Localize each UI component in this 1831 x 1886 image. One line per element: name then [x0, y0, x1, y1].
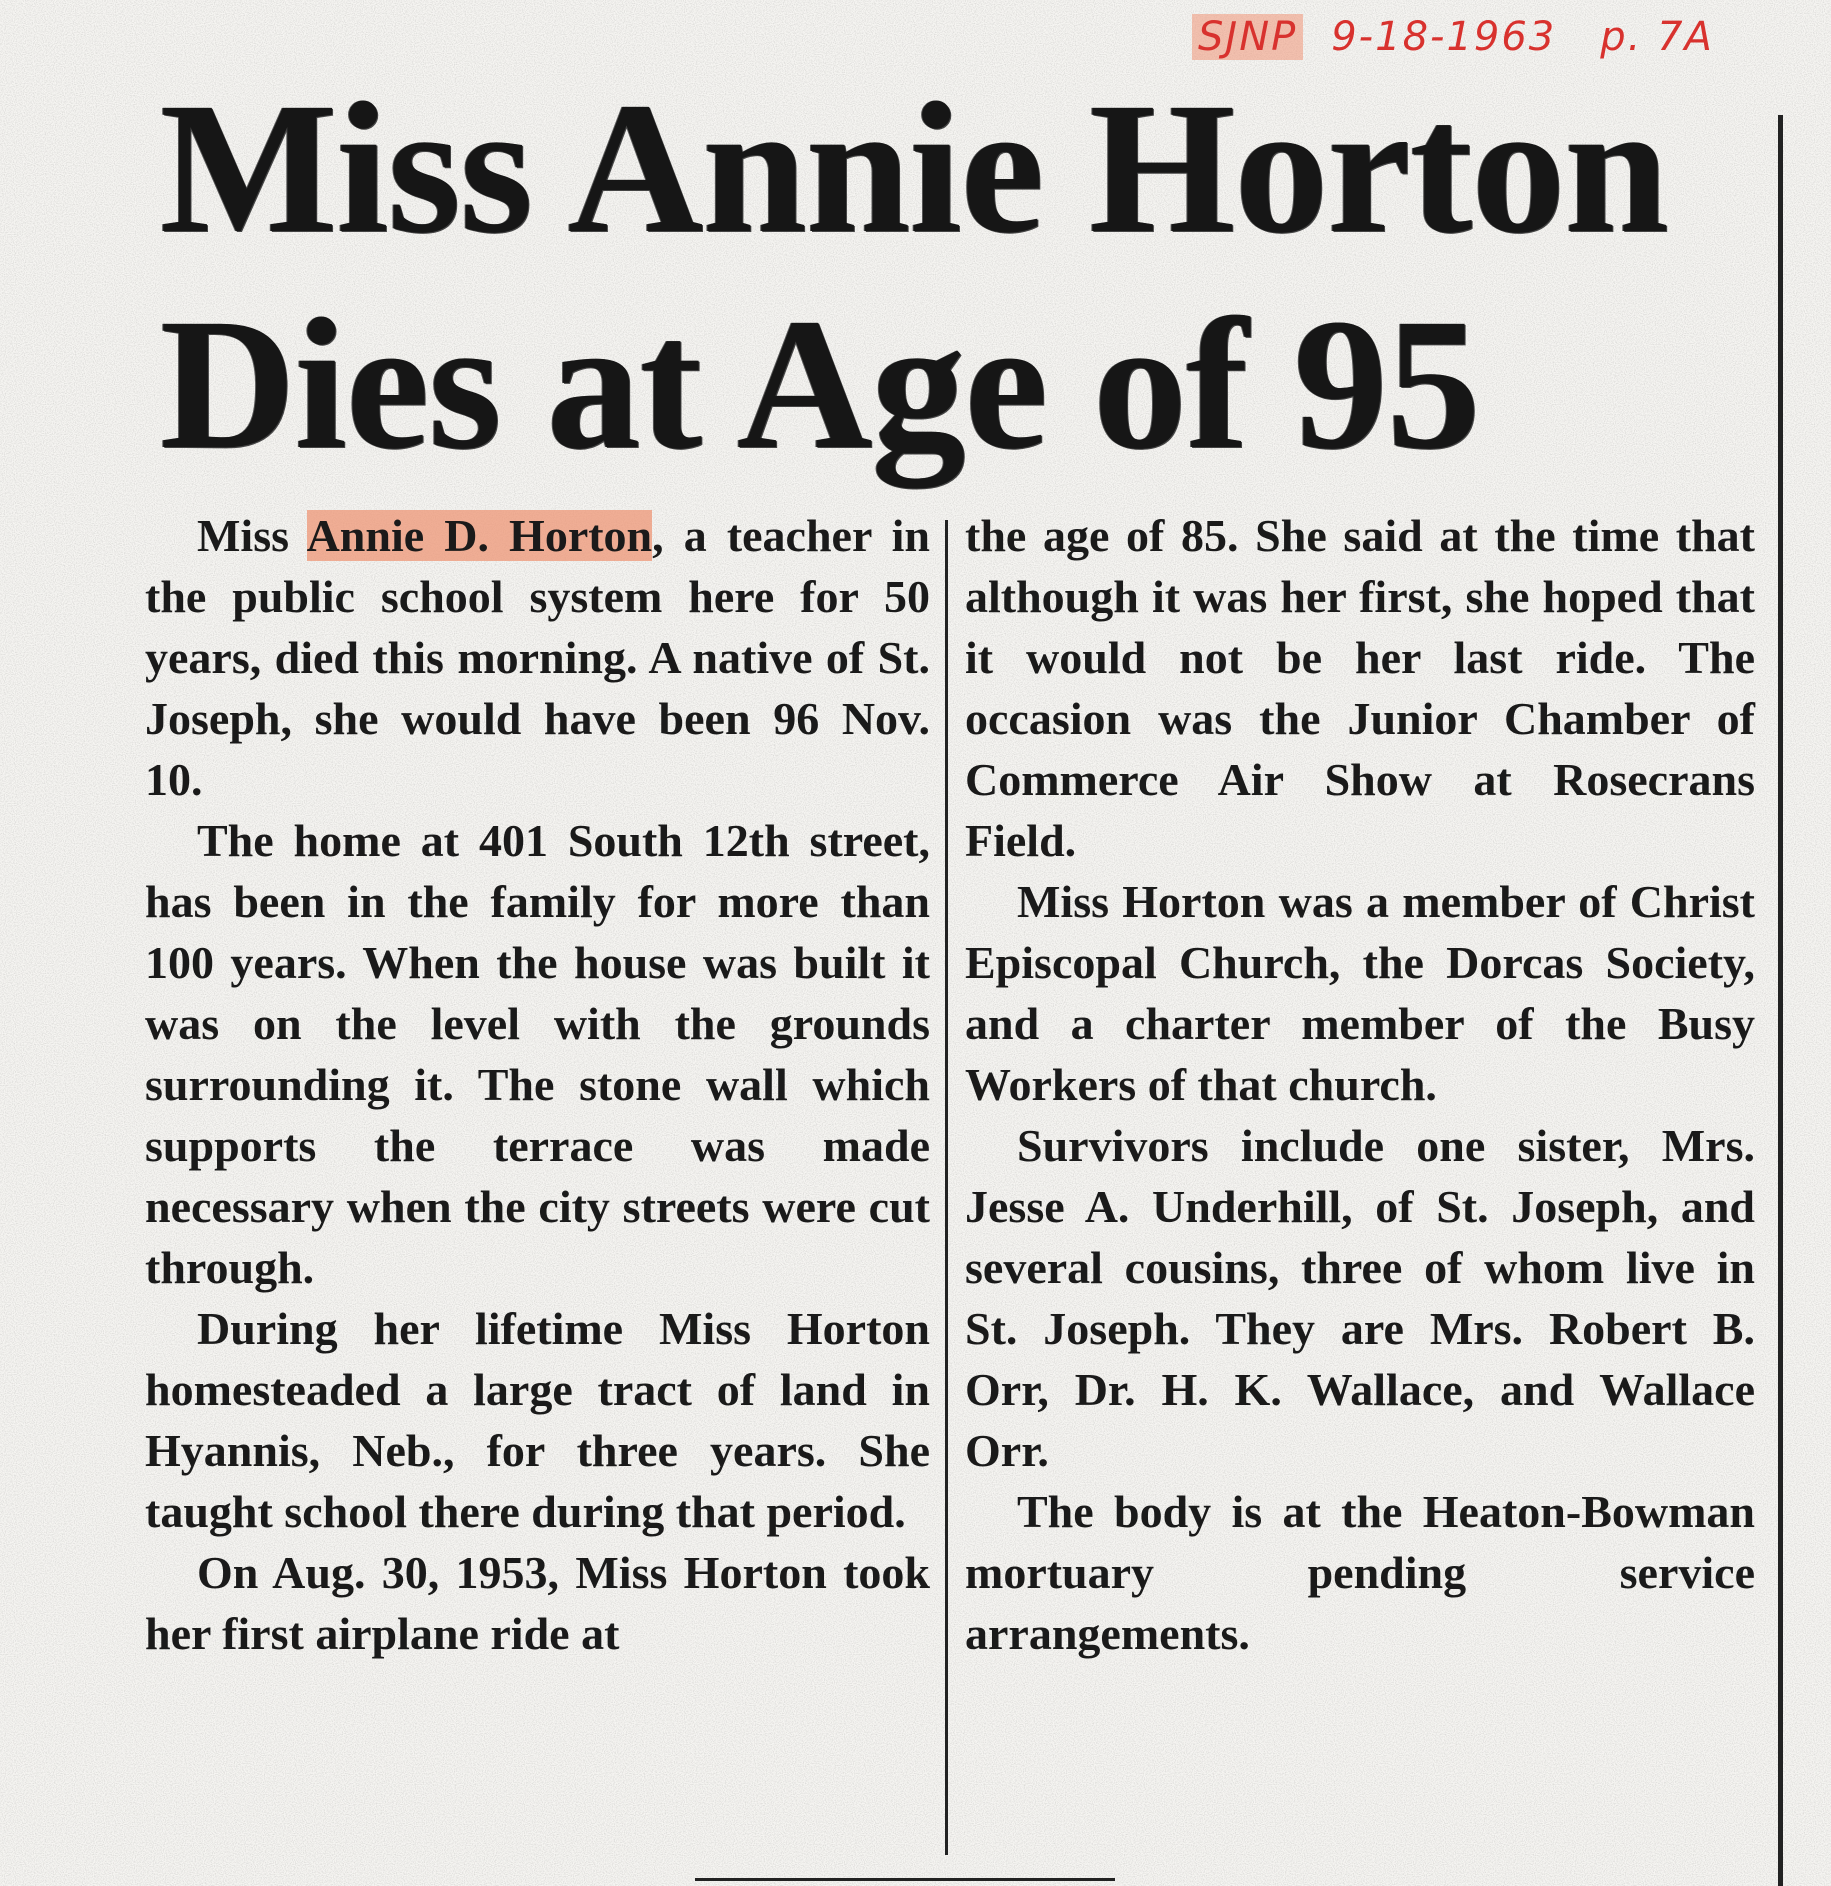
- article-column-left: [145, 505, 930, 1664]
- headline: [160, 60, 1669, 492]
- paragraph-text: , a teacher in the public school system here for 50 years, died this morning. A native of St. Joseph, she would have been 96 Nov. 10.: [145, 510, 930, 805]
- paragraph: The body is at the Heaton-Bowman mortuary pending service arrangements.: [965, 1486, 1755, 1659]
- paragraph-lead: Miss: [197, 510, 307, 561]
- paragraph: During her lifetime Miss Horton homesteaded a large tract of land in Hyannis, Neb., for three years. She taught school there during that period.: [145, 1303, 930, 1537]
- paragraph-continued: the age of 85. She said at the time that although it was her first, she hoped that it would not be her last ride. The occasion was the Junior Chamber of Commerce Air Show at Rosecrans Field.: [965, 510, 1755, 866]
- highlighted-name: Annie D. Horton: [306, 510, 653, 561]
- paragraph: Survivors include one sister, Mrs. Jesse A. Underhill, of St. Joseph, and several cousins, three of whom live in St. Joseph. They are Mrs. Robert B. Orr, Dr. H. K. Wallace, and Wallace Orr.: [965, 1120, 1755, 1476]
- article-column-right: [965, 505, 1755, 1664]
- headline-line-2: Dies at Age of 95: [160, 279, 1480, 488]
- citation-page: p. 7A: [1600, 14, 1714, 60]
- handwritten-citation: [1192, 14, 1714, 60]
- citation-source: SJNP: [1192, 14, 1303, 60]
- column-divider: [945, 520, 948, 1855]
- clipping-right-border: [1778, 115, 1783, 1886]
- paragraph: Miss Horton was a member of Christ Episcopal Church, the Dorcas Society, and a charter member of the Busy Workers of that church.: [965, 876, 1755, 1110]
- citation-date: 9-18-1963: [1331, 14, 1557, 60]
- headline-line-1: Miss Annie Horton: [160, 63, 1669, 272]
- paragraph: [145, 505, 930, 810]
- article-end-rule: [695, 1878, 1115, 1881]
- paragraph: On Aug. 30, 1953, Miss Horton took her first airplane ride at: [145, 1547, 930, 1659]
- paragraph: The home at 401 South 12th street, has been in the family for more than 100 years. When the house was built it was on the level with the grounds surrounding it. The stone wall which supports the terrace was made necessary when the city streets were cut through.: [145, 815, 930, 1293]
